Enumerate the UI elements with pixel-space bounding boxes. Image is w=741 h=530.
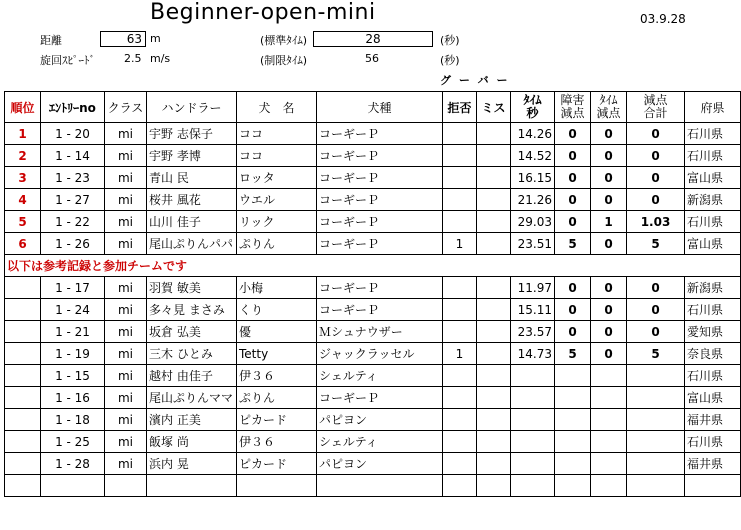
total-penalty-cell: 0 [627, 189, 685, 211]
breed-cell: コーギーＰ [317, 189, 443, 211]
handler-cell: 尾山ぷりんパパ [147, 233, 237, 255]
time-cell: 23.57 [511, 321, 555, 343]
miss-cell [477, 211, 511, 233]
std-time-value: 28 [313, 31, 433, 47]
time-penalty-cell [591, 387, 627, 409]
col-total-top: 減点 [643, 93, 668, 107]
class-cell: mi [105, 233, 147, 255]
table-row [5, 233, 741, 255]
obstacle-penalty-cell: 5 [555, 343, 591, 365]
rank-cell: 1 [5, 123, 41, 145]
total-penalty-cell [627, 365, 685, 387]
rank-cell: 2 [5, 145, 41, 167]
time-cell: 29.03 [511, 211, 555, 233]
dog-name-cell: ウエル [237, 189, 317, 211]
table-row [5, 475, 741, 497]
time-penalty-cell [591, 409, 627, 431]
rank-cell [5, 321, 41, 343]
table-row [5, 277, 741, 299]
prefecture-cell: 石川県 [685, 431, 741, 453]
col-rank: 順位 [5, 92, 41, 123]
entry-cell: 1 - 26 [41, 233, 105, 255]
class-cell: mi [105, 343, 147, 365]
obstacle-penalty-cell: 0 [555, 321, 591, 343]
time-penalty-cell [591, 431, 627, 453]
handler-cell: 宇野 孝博 [147, 145, 237, 167]
refusal-cell [443, 211, 477, 233]
miss-cell [477, 299, 511, 321]
rank-cell [5, 409, 41, 431]
group-label: グ ー バ ー [440, 74, 510, 87]
obstacle-penalty-cell [555, 365, 591, 387]
prefecture-cell: 新潟県 [685, 189, 741, 211]
entry-cell: 1 - 28 [41, 453, 105, 475]
breed-cell: コーギーＰ [317, 277, 443, 299]
total-penalty-cell: 1.03 [627, 211, 685, 233]
entry-cell: 1 - 15 [41, 365, 105, 387]
col-obstacle-bottom: 減点 [560, 106, 585, 120]
total-penalty-cell [627, 431, 685, 453]
col-breed: 犬種 [317, 92, 443, 123]
time-penalty-cell: 0 [591, 145, 627, 167]
handler-cell: 三木 ひとみ [147, 343, 237, 365]
dog-name-cell: リック [237, 211, 317, 233]
rank-cell [5, 453, 41, 475]
col-miss: ミス [477, 92, 511, 123]
total-penalty-cell: 0 [627, 145, 685, 167]
col-total [627, 92, 685, 123]
miss-cell [477, 189, 511, 211]
dog-name-cell: ぷりん [237, 233, 317, 255]
dog-name-cell: 小梅 [237, 277, 317, 299]
entry-cell: 1 - 23 [41, 167, 105, 189]
distance-value: 63 [100, 31, 146, 47]
breed-cell: パピヨン [317, 453, 443, 475]
dog-name-cell: Tetty [237, 343, 317, 365]
time-penalty-cell [591, 365, 627, 387]
miss-cell [477, 453, 511, 475]
time-penalty-cell: 1 [591, 211, 627, 233]
time-penalty-cell: 0 [591, 321, 627, 343]
table-row [5, 409, 741, 431]
total-penalty-cell: 5 [627, 343, 685, 365]
time-cell [511, 365, 555, 387]
obstacle-penalty-cell: 0 [555, 189, 591, 211]
class-cell: mi [105, 409, 147, 431]
entry-cell: 1 - 20 [41, 123, 105, 145]
results-table [4, 91, 741, 497]
time-penalty-cell: 0 [591, 189, 627, 211]
prefecture-cell: 石川県 [685, 299, 741, 321]
refusal-cell [443, 167, 477, 189]
prefecture-cell: 石川県 [685, 365, 741, 387]
handler-cell: 浜内 晃 [147, 453, 237, 475]
prefecture-cell: 富山県 [685, 233, 741, 255]
class-cell: mi [105, 431, 147, 453]
time-cell: 14.26 [511, 123, 555, 145]
class-cell: mi [105, 453, 147, 475]
obstacle-penalty-cell: 0 [555, 123, 591, 145]
time-penalty-cell: 0 [591, 233, 627, 255]
class-cell: mi [105, 211, 147, 233]
date-label: 03.9.28 [640, 12, 686, 26]
total-penalty-cell [627, 453, 685, 475]
breed-cell: コーギーＰ [317, 123, 443, 145]
refusal-cell [443, 453, 477, 475]
obstacle-penalty-cell [555, 453, 591, 475]
dog-name-cell: ピカード [237, 409, 317, 431]
total-penalty-cell: 0 [627, 321, 685, 343]
miss-cell [477, 167, 511, 189]
entry-cell: 1 - 24 [41, 299, 105, 321]
table-row [5, 123, 741, 145]
rank-cell: 6 [5, 233, 41, 255]
table-row [5, 211, 741, 233]
time-cell: 11.97 [511, 277, 555, 299]
rank-cell [5, 277, 41, 299]
obstacle-penalty-cell: 0 [555, 211, 591, 233]
reference-note: 以下は参考記録と参加チームです [5, 255, 741, 277]
col-time-penalty [591, 92, 627, 123]
breed-cell: コーギーＰ [317, 233, 443, 255]
col-entry: ｴﾝﾄﾘｰno [41, 92, 105, 123]
col-prefecture: 府県 [685, 92, 741, 123]
prefecture-cell: 富山県 [685, 167, 741, 189]
dog-name-cell: くり [237, 299, 317, 321]
speed-label: 旋回ｽﾋﾟｰﾄﾞ [40, 54, 95, 67]
time-penalty-cell [591, 453, 627, 475]
prefecture-cell: 福井県 [685, 409, 741, 431]
total-penalty-cell: 0 [627, 299, 685, 321]
class-cell: mi [105, 277, 147, 299]
miss-cell [477, 409, 511, 431]
obstacle-penalty-cell: 0 [555, 299, 591, 321]
rank-cell: 5 [5, 211, 41, 233]
breed-cell: Ｍシュナウザー [317, 321, 443, 343]
time-cell: 21.26 [511, 189, 555, 211]
time-cell [511, 409, 555, 431]
class-cell: mi [105, 365, 147, 387]
table-row [5, 321, 741, 343]
prefecture-cell: 石川県 [685, 145, 741, 167]
miss-cell [477, 145, 511, 167]
header-row [5, 92, 741, 123]
table-row [5, 145, 741, 167]
table-row [5, 189, 741, 211]
col-handler: ハンドラー [147, 92, 237, 123]
time-cell [511, 453, 555, 475]
table-row [5, 365, 741, 387]
class-cell: mi [105, 189, 147, 211]
note-row [5, 255, 741, 277]
obstacle-penalty-cell [555, 431, 591, 453]
rank-cell [5, 431, 41, 453]
entry-cell: 1 - 22 [41, 211, 105, 233]
refusal-cell [443, 189, 477, 211]
table-row [5, 299, 741, 321]
rank-cell [5, 365, 41, 387]
entry-cell: 1 - 16 [41, 387, 105, 409]
time-penalty-cell: 0 [591, 123, 627, 145]
handler-cell: 尾山ぷりんママ [147, 387, 237, 409]
miss-cell [477, 431, 511, 453]
handler-cell: 山川 佳子 [147, 211, 237, 233]
prefecture-cell: 石川県 [685, 123, 741, 145]
col-class: クラス [105, 92, 147, 123]
refusal-cell [443, 145, 477, 167]
dog-name-cell: ロッタ [237, 167, 317, 189]
total-penalty-cell: 0 [627, 123, 685, 145]
prefecture-cell: 福井県 [685, 453, 741, 475]
dog-name-cell: 伊３６ [237, 431, 317, 453]
refusal-cell [443, 321, 477, 343]
miss-cell [477, 321, 511, 343]
time-cell: 15.11 [511, 299, 555, 321]
breed-cell: コーギーＰ [317, 145, 443, 167]
refusal-cell [443, 431, 477, 453]
handler-cell: 多々見 まさみ [147, 299, 237, 321]
breed-cell: シェルティ [317, 431, 443, 453]
rank-cell: 3 [5, 167, 41, 189]
obstacle-penalty-cell [555, 387, 591, 409]
table-row [5, 343, 741, 365]
time-cell: 14.52 [511, 145, 555, 167]
breed-cell: コーギーＰ [317, 387, 443, 409]
handler-cell: 羽賀 敏美 [147, 277, 237, 299]
time-cell [511, 387, 555, 409]
speed-value: 2.5 [124, 52, 142, 65]
entry-cell: 1 - 25 [41, 431, 105, 453]
obstacle-penalty-cell: 5 [555, 233, 591, 255]
dog-name-cell: ココ [237, 123, 317, 145]
rank-cell [5, 387, 41, 409]
distance-unit: m [150, 32, 161, 45]
class-cell: mi [105, 123, 147, 145]
total-penalty-cell [627, 387, 685, 409]
refusal-cell [443, 387, 477, 409]
prefecture-cell: 新潟県 [685, 277, 741, 299]
breed-cell: ジャックラッセル [317, 343, 443, 365]
refusal-cell [443, 277, 477, 299]
entry-cell: 1 - 14 [41, 145, 105, 167]
prefecture-cell: 奈良県 [685, 343, 741, 365]
handler-cell: 飯塚 尚 [147, 431, 237, 453]
col-refusal: 拒否 [443, 92, 477, 123]
handler-cell: 宇野 志保子 [147, 123, 237, 145]
handler-cell: 青山 民 [147, 167, 237, 189]
breed-cell: コーギーＰ [317, 299, 443, 321]
miss-cell [477, 233, 511, 255]
class-cell: mi [105, 387, 147, 409]
std-time-unit: (秒) [440, 34, 460, 47]
table-row [5, 453, 741, 475]
rank-cell [5, 299, 41, 321]
dog-name-cell: 優 [237, 321, 317, 343]
time-penalty-cell: 0 [591, 343, 627, 365]
miss-cell [477, 123, 511, 145]
entry-cell: 1 - 17 [41, 277, 105, 299]
refusal-cell [443, 123, 477, 145]
prefecture-cell: 石川県 [685, 211, 741, 233]
entry-cell: 1 - 19 [41, 343, 105, 365]
page-title: Beginner-open-mini [150, 0, 376, 25]
time-penalty-cell: 0 [591, 167, 627, 189]
col-obstacle-top: 障害 [560, 93, 585, 107]
refusal-cell [443, 299, 477, 321]
prefecture-cell: 富山県 [685, 387, 741, 409]
miss-cell [477, 365, 511, 387]
entry-cell: 1 - 18 [41, 409, 105, 431]
handler-cell: 濱内 正美 [147, 409, 237, 431]
class-cell: mi [105, 167, 147, 189]
time-penalty-cell: 0 [591, 299, 627, 321]
class-cell: mi [105, 145, 147, 167]
col-time-top: ﾀｲﾑ [523, 93, 542, 107]
limit-time-unit: (秒) [440, 54, 460, 67]
obstacle-penalty-cell [555, 409, 591, 431]
breed-cell: コーギーＰ [317, 211, 443, 233]
col-obstacle [555, 92, 591, 123]
limit-time-label: (制限ﾀｲﾑ) [260, 54, 308, 67]
refusal-cell: 1 [443, 343, 477, 365]
col-time-penalty-top: ﾀｲﾑ [599, 93, 618, 107]
time-cell: 14.73 [511, 343, 555, 365]
col-time-bottom: 秒 [526, 106, 539, 120]
refusal-cell [443, 409, 477, 431]
prefecture-cell: 愛知県 [685, 321, 741, 343]
time-cell [511, 431, 555, 453]
speed-unit: m/s [150, 52, 171, 65]
time-cell: 23.51 [511, 233, 555, 255]
rank-cell: 4 [5, 189, 41, 211]
refusal-cell [443, 365, 477, 387]
dog-name-cell: ココ [237, 145, 317, 167]
obstacle-penalty-cell: 0 [555, 277, 591, 299]
table-row [5, 431, 741, 453]
distance-label: 距離 [40, 34, 62, 47]
class-cell: mi [105, 321, 147, 343]
handler-cell: 坂倉 弘美 [147, 321, 237, 343]
total-penalty-cell: 0 [627, 277, 685, 299]
dog-name-cell: ピカード [237, 453, 317, 475]
col-total-bottom: 合計 [643, 106, 668, 120]
handler-cell: 桜井 風花 [147, 189, 237, 211]
breed-cell: コーギーＰ [317, 167, 443, 189]
refusal-cell: 1 [443, 233, 477, 255]
miss-cell [477, 277, 511, 299]
miss-cell [477, 343, 511, 365]
dog-name-cell: 伊３６ [237, 365, 317, 387]
col-time-penalty-bottom: 減点 [596, 106, 621, 120]
class-cell: mi [105, 299, 147, 321]
total-penalty-cell [627, 409, 685, 431]
col-dog-name: 犬 名 [237, 92, 317, 123]
breed-cell: シェルティ [317, 365, 443, 387]
breed-cell: パピヨン [317, 409, 443, 431]
total-penalty-cell: 0 [627, 167, 685, 189]
entry-cell: 1 - 21 [41, 321, 105, 343]
total-penalty-cell: 5 [627, 233, 685, 255]
limit-time-value: 56 [365, 52, 379, 65]
table-row [5, 387, 741, 409]
rank-cell [5, 343, 41, 365]
col-time [511, 92, 555, 123]
time-cell: 16.15 [511, 167, 555, 189]
handler-cell: 越村 由佳子 [147, 365, 237, 387]
obstacle-penalty-cell: 0 [555, 167, 591, 189]
miss-cell [477, 387, 511, 409]
obstacle-penalty-cell: 0 [555, 145, 591, 167]
time-penalty-cell: 0 [591, 277, 627, 299]
std-time-label: (標準ﾀｲﾑ) [260, 34, 308, 47]
table-row [5, 167, 741, 189]
dog-name-cell: ぷりん [237, 387, 317, 409]
entry-cell: 1 - 27 [41, 189, 105, 211]
